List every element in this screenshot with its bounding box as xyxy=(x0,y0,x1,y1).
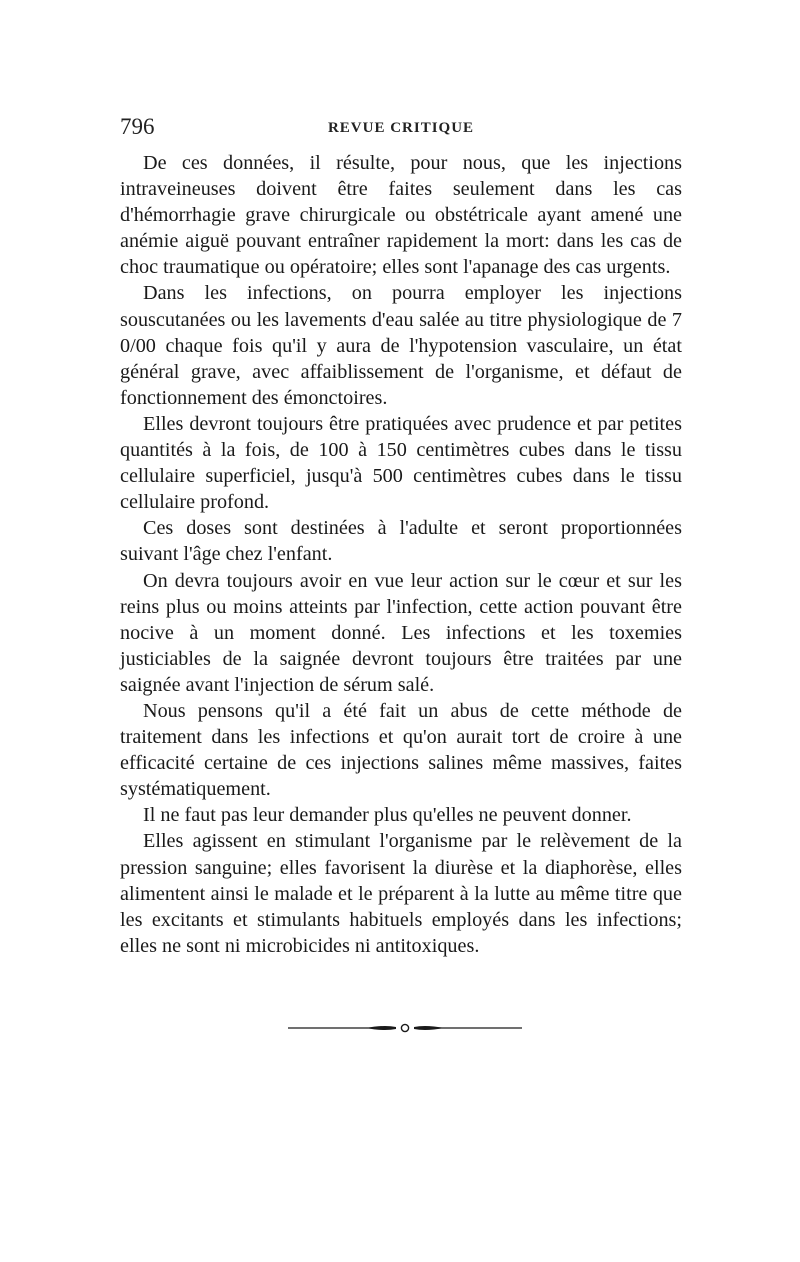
page-header xyxy=(120,114,682,144)
paragraph-1: De ces données, il résulte, pour nous, que les injections intraveineuses doivent être faites seulement dans les cas d'hémorrhagie grave chirurgicale ou obstétricale ayant amené une anémie aiguë pouvant entraîner rapidement la mort: dans les cas de choc traumatique ou opératoire; elles sont l'apanage des cas urgents. xyxy=(120,152,682,279)
paragraph-2: Dans les infections, on pourra employer les injections souscutanées ou les lavements d'eau salée au titre physiologique de 7 0/00 chaque fois qu'il y aura de l'hypotension vasculaire, un état général grave, avec affaiblissement de l'organisme, et défaut de fonctionnement des émonctoires. xyxy=(120,282,682,409)
body-text xyxy=(120,150,682,959)
paragraph-6: Nous pensons qu'il a été fait un abus de cette méthode de traitement dans les infections et qu'on aurait tort de croire à une efficacité certaine de ces injections salines même massives, faites systématiquement. xyxy=(120,699,682,801)
page-number: 796 xyxy=(120,114,155,139)
paragraph-3: Elles devront toujours être pratiquées avec prudence et par petites quantités à la fois, de 100 à 150 centimètres cubes dans le tissu cellulaire superficiel, jusqu'à 500 centimètres cubes dans le tissu cellulaire profond. xyxy=(120,412,682,514)
paragraph-5: On devra toujours avoir en vue leur action sur le cœur et sur les reins plus ou moins atteints par l'infection, cette action pouvant être nocive à un moment donné. Les infections et les toxemies justiciables de la saignée devront toujours être traitées par une saignée avant l'injection de sérum salé. xyxy=(120,569,682,696)
running-title: REVUE CRITIQUE xyxy=(327,120,475,136)
paragraph-7: Il ne faut pas leur demander plus qu'elles ne peuvent donner. xyxy=(143,804,632,827)
end-ornament-divider xyxy=(288,1022,522,1034)
paragraph-4: Ces doses sont destinées à l'adulte et seront proportionnées suivant l'âge chez l'enfant. xyxy=(120,517,682,566)
paragraph-8: Elles agissent en stimulant l'organisme par le relèvement de la pression sanguine; elles favorisent la diurèse et la diaphorèse, elles alimentent ainsi le malade et le préparent à la lutte au même titre que les excitants et stimulants habituels employés dans les infections; elles ne sont ni microbicides ni antitoxiques. xyxy=(120,830,682,957)
